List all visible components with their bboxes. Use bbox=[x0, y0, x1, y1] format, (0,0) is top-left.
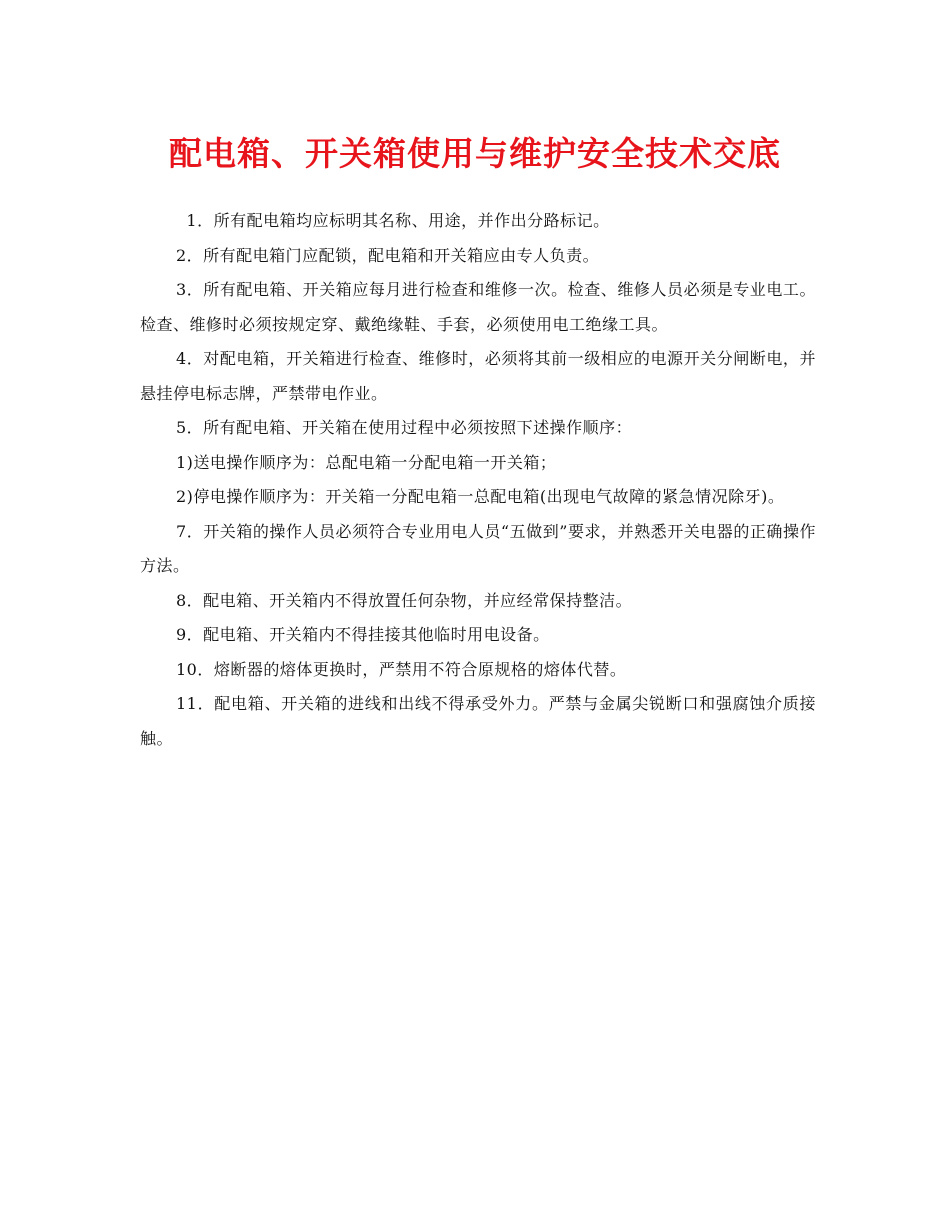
paragraph-8: 8．配电箱、开关箱内不得放置任何杂物，并应经常保持整洁。 bbox=[176, 590, 633, 610]
paragraph-3: 3．所有配电箱、开关箱应每月进行检查和维修一次。检查、维修人员必须是专业电工。检查、维修时必须按规定穿、戴绝缘鞋、手套，必须使用电工绝缘工具。 bbox=[140, 280, 816, 334]
document-title: 配电箱、开关箱使用与维护安全技术交底 bbox=[169, 134, 781, 173]
paragraph-5: 5．所有配电箱、开关箱在使用过程中必须按照下述操作顺序： bbox=[176, 418, 633, 437]
paragraph-11: 11．配电箱、开关箱的进线和出线不得承受外力。严禁与金属尖锐断口和强腐蚀介质接触。 bbox=[140, 694, 816, 748]
paragraph-9: 9．配电箱、开关箱内不得挂接其他临时用电设备。 bbox=[176, 625, 550, 644]
paragraph-2: 2．所有配电箱门应配锁，配电箱和开关箱应由专人负责。 bbox=[176, 245, 600, 265]
paragraph-5-step-1: 1)送电操作顺序为：总配电箱一分配电箱一开关箱； bbox=[176, 452, 557, 472]
paragraph-10: 10．熔断器的熔体更换时，严禁用不符合原规格的熔体代替。 bbox=[176, 659, 627, 679]
paragraph-7: 7．开关箱的操作人员必须符合专业用电人员“五做到”要求，并熟悉开关电器的正确操作方法。 bbox=[140, 521, 816, 575]
paragraph-4: 4．对配电箱，开关箱进行检查、维修时，必须将其前一级相应的电源开关分闸断电，并悬挂停电标志牌，严禁带电作业。 bbox=[140, 349, 816, 403]
paragraph-5-step-2: 2)停电操作顺序为：开关箱一分配电箱一总配电箱(出现电气故障的紧急情况除牙)。 bbox=[176, 487, 785, 506]
paragraph-1: 1．所有配电箱均应标明其名称、用途，并作出分路标记。 bbox=[186, 211, 610, 230]
document-body bbox=[140, 204, 816, 756]
